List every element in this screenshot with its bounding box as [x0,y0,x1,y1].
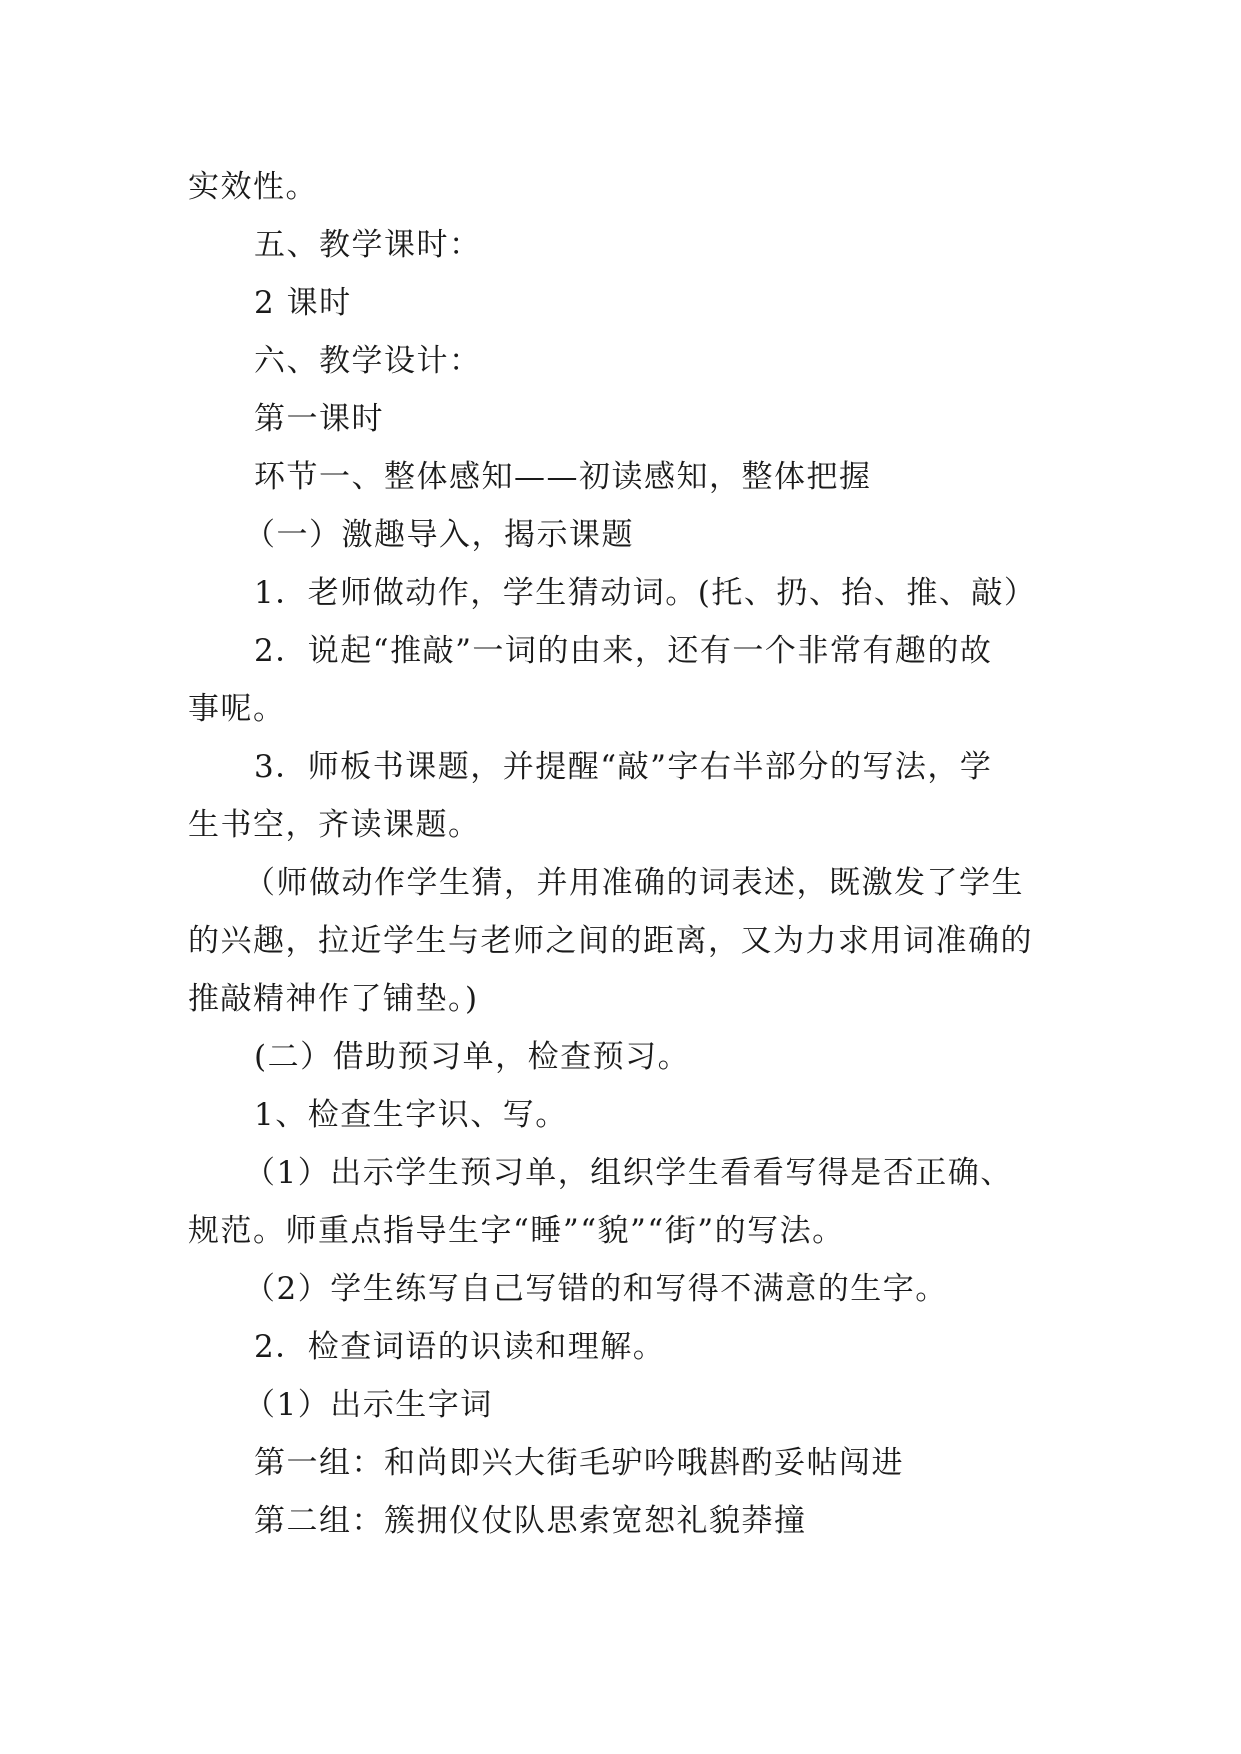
text-line: 六、教学设计： [254,343,482,379]
text-line: 生书空，齐读课题。 [188,807,481,843]
text-line: 1．老师做动作，学生猜动词。(托、扔、抬、推、敲） [254,575,1037,611]
text-line: （1）出示学生预习单，组织学生看看写得是否正确、 [244,1155,1013,1191]
text-line: 环节一、整体感知——初读感知，整体把握 [254,459,872,495]
text-line: 五、教学课时： [254,227,482,263]
text-line: 规范。师重点指导生字“睡”“貌”“街”的写法。 [188,1213,845,1249]
text-line: 2 课时 [254,285,352,321]
text-line: 1、检查生字识、写。 [254,1097,568,1133]
document-body [188,158,1058,1550]
text-line: 3．师板书课题，并提醒“敲”字右半部分的写法，学 [254,749,993,785]
text-line: （2）学生练写自己写错的和写得不满意的生字。 [244,1271,948,1307]
text-line: 2．说起“推敲”一词的由来，还有一个非常有趣的故 [254,633,993,669]
text-line: （师做动作学生猜，并用准确的词表述，既激发了学生 [244,865,1024,901]
text-line: 第一组：和尚即兴大街毛驴吟哦斟酌妥帖闯进 [254,1445,904,1481]
text-line: 实效性。 [188,169,318,205]
text-line: （一）激趣导入，揭示课题 [244,517,634,553]
text-line: 第一课时 [254,401,384,437]
text-line: （1）出示生字词 [244,1387,493,1423]
text-line: 2．检查词语的识读和理解。 [254,1329,666,1365]
text-line: 第二组：簇拥仪仗队思索宽恕礼貌莽撞 [254,1503,807,1539]
text-line: (二）借助预习单，检查预习。 [254,1039,691,1075]
text-line: 事呢。 [188,691,286,727]
text-line: 的兴趣，拉近学生与老师之间的距离，又为力求用词准确的 [188,923,1033,959]
text-line: 推敲精神作了铺垫。) [188,981,479,1017]
